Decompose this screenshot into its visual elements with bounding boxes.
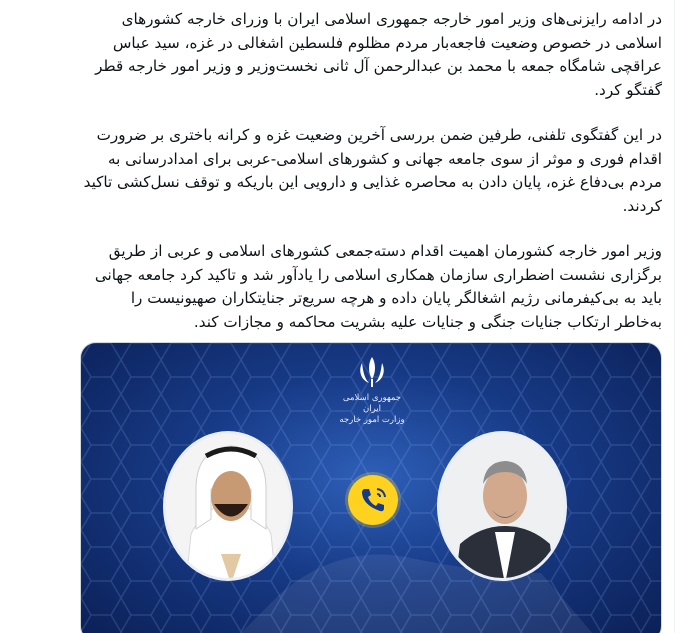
timeline-divider xyxy=(674,0,675,633)
iran-minister-photo xyxy=(440,434,567,581)
post-paragraph-2: در این گفتگوی تلفنی، طرفین ضمن بررسی آخرین وضعیت غزه و کرانه باختری بر ضرورت اقدام فوری و موثر از سوی جامعه جهانی و کشورهای اسلامی-عربی برای امدادرسانی به مردم بی‌دفاع غزه، پایان دادن به محاصره غذایی و دارویی این باریکه و توقف نسل‌کشی تاکید کردند. xyxy=(83,126,662,215)
post-paragraph-1: در ادامه رایزنی‌های وزیر امور خارجه جمهوری اسلامی ایران با وزرای خارجه کشورهای اسلامی در خصوص وضعیت فاجعه‌بار مردم مظلوم فلسطین اشغالی در غزه، سید عباس عراقچی شامگاه جمعه با محمد بن عبدالرحمن آل ثانی نخست‌وزیر و وزیر امور خارجه قطر گفتگو کرد. xyxy=(95,10,662,99)
portrait-qatar-minister xyxy=(163,431,293,581)
post-media-image[interactable] xyxy=(80,342,662,633)
post-body xyxy=(80,8,662,356)
ministry-line-2: وزارت امور خارجه xyxy=(339,415,405,425)
ministry-label xyxy=(336,393,408,426)
post-paragraph-3: وزیر امور خارجه کشورمان اهمیت اقدام دسته‌جمعی کشورهای اسلامی و عربی از طریق برگزاری نشست اضطراری سازمان همکاری اسلامی را یادآور شد و تاکید کرد جامعه جهانی باید به بی‌کیفرمانی رژیم اشغالگر پایان داده و هرچه سریع‌تر جنایتکاران صهیونیست را به‌خاطر ارتکاب جنایات جنگی و جنایات علیه بشریت محاکمه و مجازات کند. xyxy=(94,242,662,331)
phone-handset-glyph xyxy=(348,475,398,525)
qatar-minister-photo xyxy=(166,434,293,581)
portrait-iran-minister xyxy=(437,431,567,581)
iran-emblem-icon xyxy=(353,353,391,391)
phone-icon xyxy=(348,475,398,525)
ministry-line-1: جمهوری اسلامی ایران xyxy=(342,393,402,414)
